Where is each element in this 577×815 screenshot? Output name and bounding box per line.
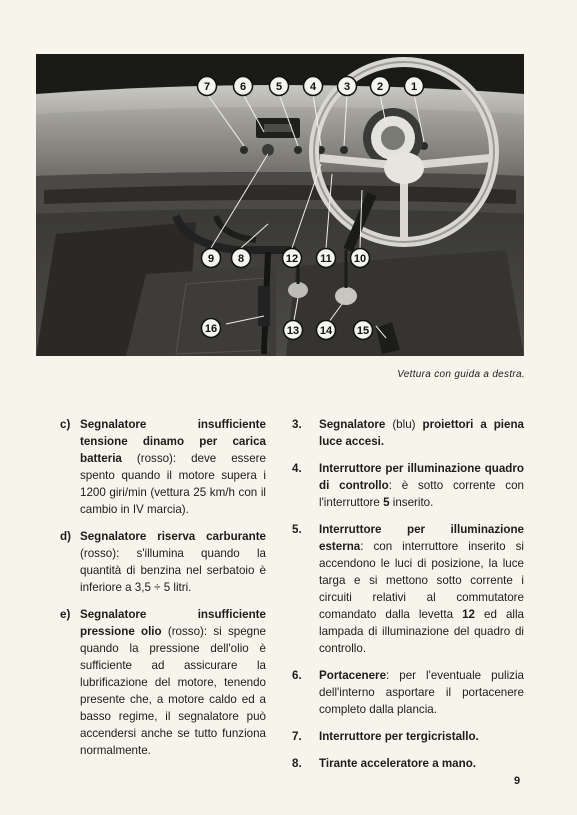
item-text-secondary: ed alla lampada di illuminazione del quadro di controllo. xyxy=(319,608,524,655)
callout-12 xyxy=(283,249,302,268)
callout-3 xyxy=(338,77,357,96)
item-label: e) xyxy=(60,608,71,621)
item-title-secondary: 5 xyxy=(383,496,390,509)
item-title: Tirante acceleratore a mano. xyxy=(319,757,477,770)
list-item xyxy=(292,521,524,657)
callout-13 xyxy=(284,321,303,340)
callout-5 xyxy=(270,77,289,96)
callout-label: 16 xyxy=(204,323,218,335)
callout-label: 11 xyxy=(320,253,332,265)
callout-label: 2 xyxy=(376,81,384,93)
item-title: Segnalatore riserva carburante xyxy=(80,530,266,543)
item-body xyxy=(80,606,266,759)
item-title: Interruttore per illuminazione quadro di controllo xyxy=(319,462,524,492)
item-number: 8. xyxy=(292,757,302,770)
callout-label: 5 xyxy=(275,81,283,93)
item-body xyxy=(319,460,524,511)
callout-label: 10 xyxy=(353,253,367,265)
item-label: d) xyxy=(60,530,71,543)
item-number: 5. xyxy=(292,523,302,536)
item-title-secondary: 12 xyxy=(462,608,475,621)
callout-label: 6 xyxy=(239,81,247,93)
item-text: (rosso): si spegne quando la pressione dell'olio è sufficiente ad assicurare la lubrificazione del motore, tenendo presente che, a motore caldo ed a basso regime, il segnalatore può accendersi anche se tutto funziona normalmente. xyxy=(80,625,266,757)
callout-label: 14 xyxy=(319,325,333,337)
item-title-secondary: proiettori a piena luce accesi. xyxy=(319,418,524,448)
page-number: 9 xyxy=(514,775,521,787)
callout-label: 13 xyxy=(286,325,300,337)
callout-8 xyxy=(232,249,251,268)
item-number: 3. xyxy=(292,418,302,431)
item-label: c) xyxy=(60,418,71,431)
callout-label: 7 xyxy=(203,81,211,93)
callout-4 xyxy=(304,77,323,96)
callout-label: 12 xyxy=(285,253,299,265)
item-body xyxy=(319,416,524,450)
dashboard-photo xyxy=(36,54,524,356)
item-text: (rosso): s'illumina quando la quantità di benzina nel serbatoio è inferiore a 3,5 ÷ 5 litri. xyxy=(80,547,266,594)
callout-9 xyxy=(202,249,221,268)
callout-6 xyxy=(234,77,253,96)
list-item xyxy=(292,460,524,511)
callout-15 xyxy=(354,321,373,340)
right-column xyxy=(292,416,524,782)
list-item xyxy=(292,416,524,450)
callout-1 xyxy=(405,77,424,96)
list-item xyxy=(292,755,524,772)
item-text: (blu) xyxy=(385,418,423,431)
callout-10 xyxy=(351,249,370,268)
item-title: Segnalatore insufficiente pressione olio xyxy=(80,608,266,638)
item-title: Segnalatore insufficiente tensione dinamo per carica batteria xyxy=(80,418,266,465)
callout-label: 15 xyxy=(356,325,370,337)
item-text-secondary: inserito. xyxy=(389,496,434,509)
left-column xyxy=(60,416,266,769)
callout-label: 1 xyxy=(410,81,418,93)
list-item xyxy=(292,667,524,718)
callout-label: 8 xyxy=(237,253,245,265)
figure-caption: Vettura con guida a destra. xyxy=(397,369,525,380)
item-body xyxy=(319,521,524,657)
item-body xyxy=(319,667,524,718)
list-item xyxy=(60,606,266,759)
item-number: 4. xyxy=(292,462,302,475)
item-title: Segnalatore xyxy=(319,418,386,431)
item-number: 7. xyxy=(292,730,302,743)
item-body xyxy=(80,416,266,518)
item-title: Interruttore per illuminazione esterna xyxy=(319,523,524,553)
callout-14 xyxy=(317,321,336,340)
callout-label: 3 xyxy=(343,81,351,93)
list-item xyxy=(292,728,524,745)
callout-label: 4 xyxy=(309,81,317,93)
list-item xyxy=(60,416,266,518)
callout-label: 9 xyxy=(207,253,215,265)
callout-7 xyxy=(198,77,217,96)
list-item xyxy=(60,528,266,596)
callout-11 xyxy=(317,249,336,268)
item-text: : per l'eventuale pulizia dell'interno asportare il portacenere completo dalla plancia. xyxy=(319,669,524,716)
item-text: (rosso): deve essere spento quando il motore supera i 1200 giri/min (vettura 25 km/h con il cambio in IV marcia). xyxy=(80,452,266,516)
item-text: : con interruttore inserito si accendono le luci di posizione, la luce targa e si mettono sotto corrente i circuiti relativi al commutatore comandato dalla levetta xyxy=(319,540,524,621)
item-body xyxy=(319,755,524,772)
item-title: Interruttore per tergicristallo. xyxy=(319,730,479,743)
item-number: 6. xyxy=(292,669,302,682)
item-body xyxy=(80,528,266,596)
callout-2 xyxy=(371,77,390,96)
item-body xyxy=(319,728,524,745)
callout-16 xyxy=(202,319,221,338)
item-title: Portacenere xyxy=(319,669,387,682)
item-text: : è sotto corrente con l'interruttore xyxy=(319,479,524,509)
